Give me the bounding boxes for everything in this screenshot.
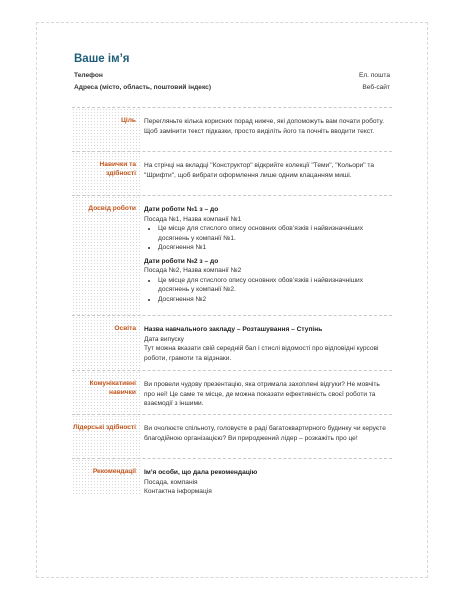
section-label-leadership: Лідерські здібності [72, 424, 136, 431]
phone-field[interactable]: Телефон [74, 72, 103, 79]
section-label-cell [72, 316, 140, 371]
job-bullets [144, 276, 390, 305]
section-experience [72, 195, 392, 316]
contact-row-1 [74, 72, 390, 79]
section-objective [72, 107, 392, 152]
section-label-skills: Навички та здібності [99, 161, 136, 177]
reference-company[interactable]: Посада, компанія [144, 478, 198, 486]
job-bullet[interactable]: • Це місце для стислого опису основних обов’язків і найвизначніших досягнень у компанії №2. [158, 276, 390, 295]
section-label-references: Рекомендації [92, 468, 136, 475]
reference-contact[interactable]: Контактна інформація [144, 488, 212, 496]
section-label-cell [72, 415, 140, 459]
references-content [144, 468, 390, 497]
section-skills [72, 151, 392, 196]
communication-text[interactable]: Ви провели чудову презентацію, яка отримала захоплені відгуки? Не мовчіть про неї! Це саме те місце, де можна показати ефективність своєї роботи та взаємодії з іншими. [144, 381, 380, 408]
job-bullet[interactable]: • Це місце для стислого опису основних обов’язків і найвизначніших досягнень у компанії №1. [158, 224, 390, 243]
section-label-experience: Досвід роботи [88, 205, 136, 212]
section-communication [72, 370, 392, 415]
website-field[interactable]: Веб-сайт [362, 84, 390, 91]
job-bullets [144, 224, 390, 253]
job-position[interactable]: Посада №2, Назва компанії №2 [144, 267, 242, 275]
resume-name[interactable]: Ваше ім’я [74, 53, 130, 65]
job-dates[interactable]: Дати роботи №1 з – до [144, 206, 219, 213]
section-label-communication: Комунікативні навички [89, 380, 136, 396]
section-label-cell [72, 371, 140, 415]
school-name[interactable]: Назва навчального закладу – Розташування – Ступінь [144, 326, 323, 333]
education-content [144, 325, 390, 363]
section-references [72, 458, 392, 495]
address-field[interactable]: Адреса (місто, область, поштовий індекс) [74, 84, 212, 91]
contact-row-2 [74, 84, 390, 91]
section-label-cell [72, 152, 140, 196]
email-field[interactable]: Ел. пошта [358, 72, 390, 79]
graduation-date[interactable]: Дата випуску [144, 335, 184, 343]
education-text[interactable]: Тут можна вказати свій середній бал і стислі відомості про відповідні курсові роботи, грамоти та відзнаки. [144, 345, 379, 362]
job-bullet[interactable]: • Досягнення №1 [158, 243, 390, 253]
objective-text[interactable]: Перегляньте кілька корисних порад нижче, які допоможуть вам почати роботу. Щоб замінити текст підказки, просто виділіть його та почніть вводити текст. [144, 118, 384, 135]
section-leadership [72, 414, 392, 459]
reference-name[interactable]: Ім’я особи, що дала рекомендацію [144, 469, 258, 476]
section-education [72, 315, 392, 371]
leadership-text[interactable]: Ви очолюєте спільноту, головуєте в раді багатоквартирного будинку чи керуєте благодійною організацією? Ви природжений лідер – розкажіть про це! [144, 425, 386, 442]
section-label-cell [72, 196, 140, 316]
skills-text[interactable]: На стрічці на вкладці "Конструктор" відкрийте колекції "Теми", "Кольори" та "Шрифти", щоб вибрати оформлення лише одним клацанням миші. [144, 162, 375, 179]
job-position[interactable]: Посада №1, Назва компанії №1 [144, 215, 242, 223]
section-label-cell [72, 108, 140, 152]
section-label-education: Освіта [114, 325, 136, 332]
job-bullet[interactable]: • Досягнення №2 [158, 295, 390, 305]
resume-sections-table [72, 102, 392, 496]
section-label-objective: Ціль [121, 117, 136, 124]
section-label-cell [72, 459, 140, 495]
experience-content [144, 205, 390, 304]
job-dates[interactable]: Дати роботи №2 з – до [144, 257, 219, 265]
